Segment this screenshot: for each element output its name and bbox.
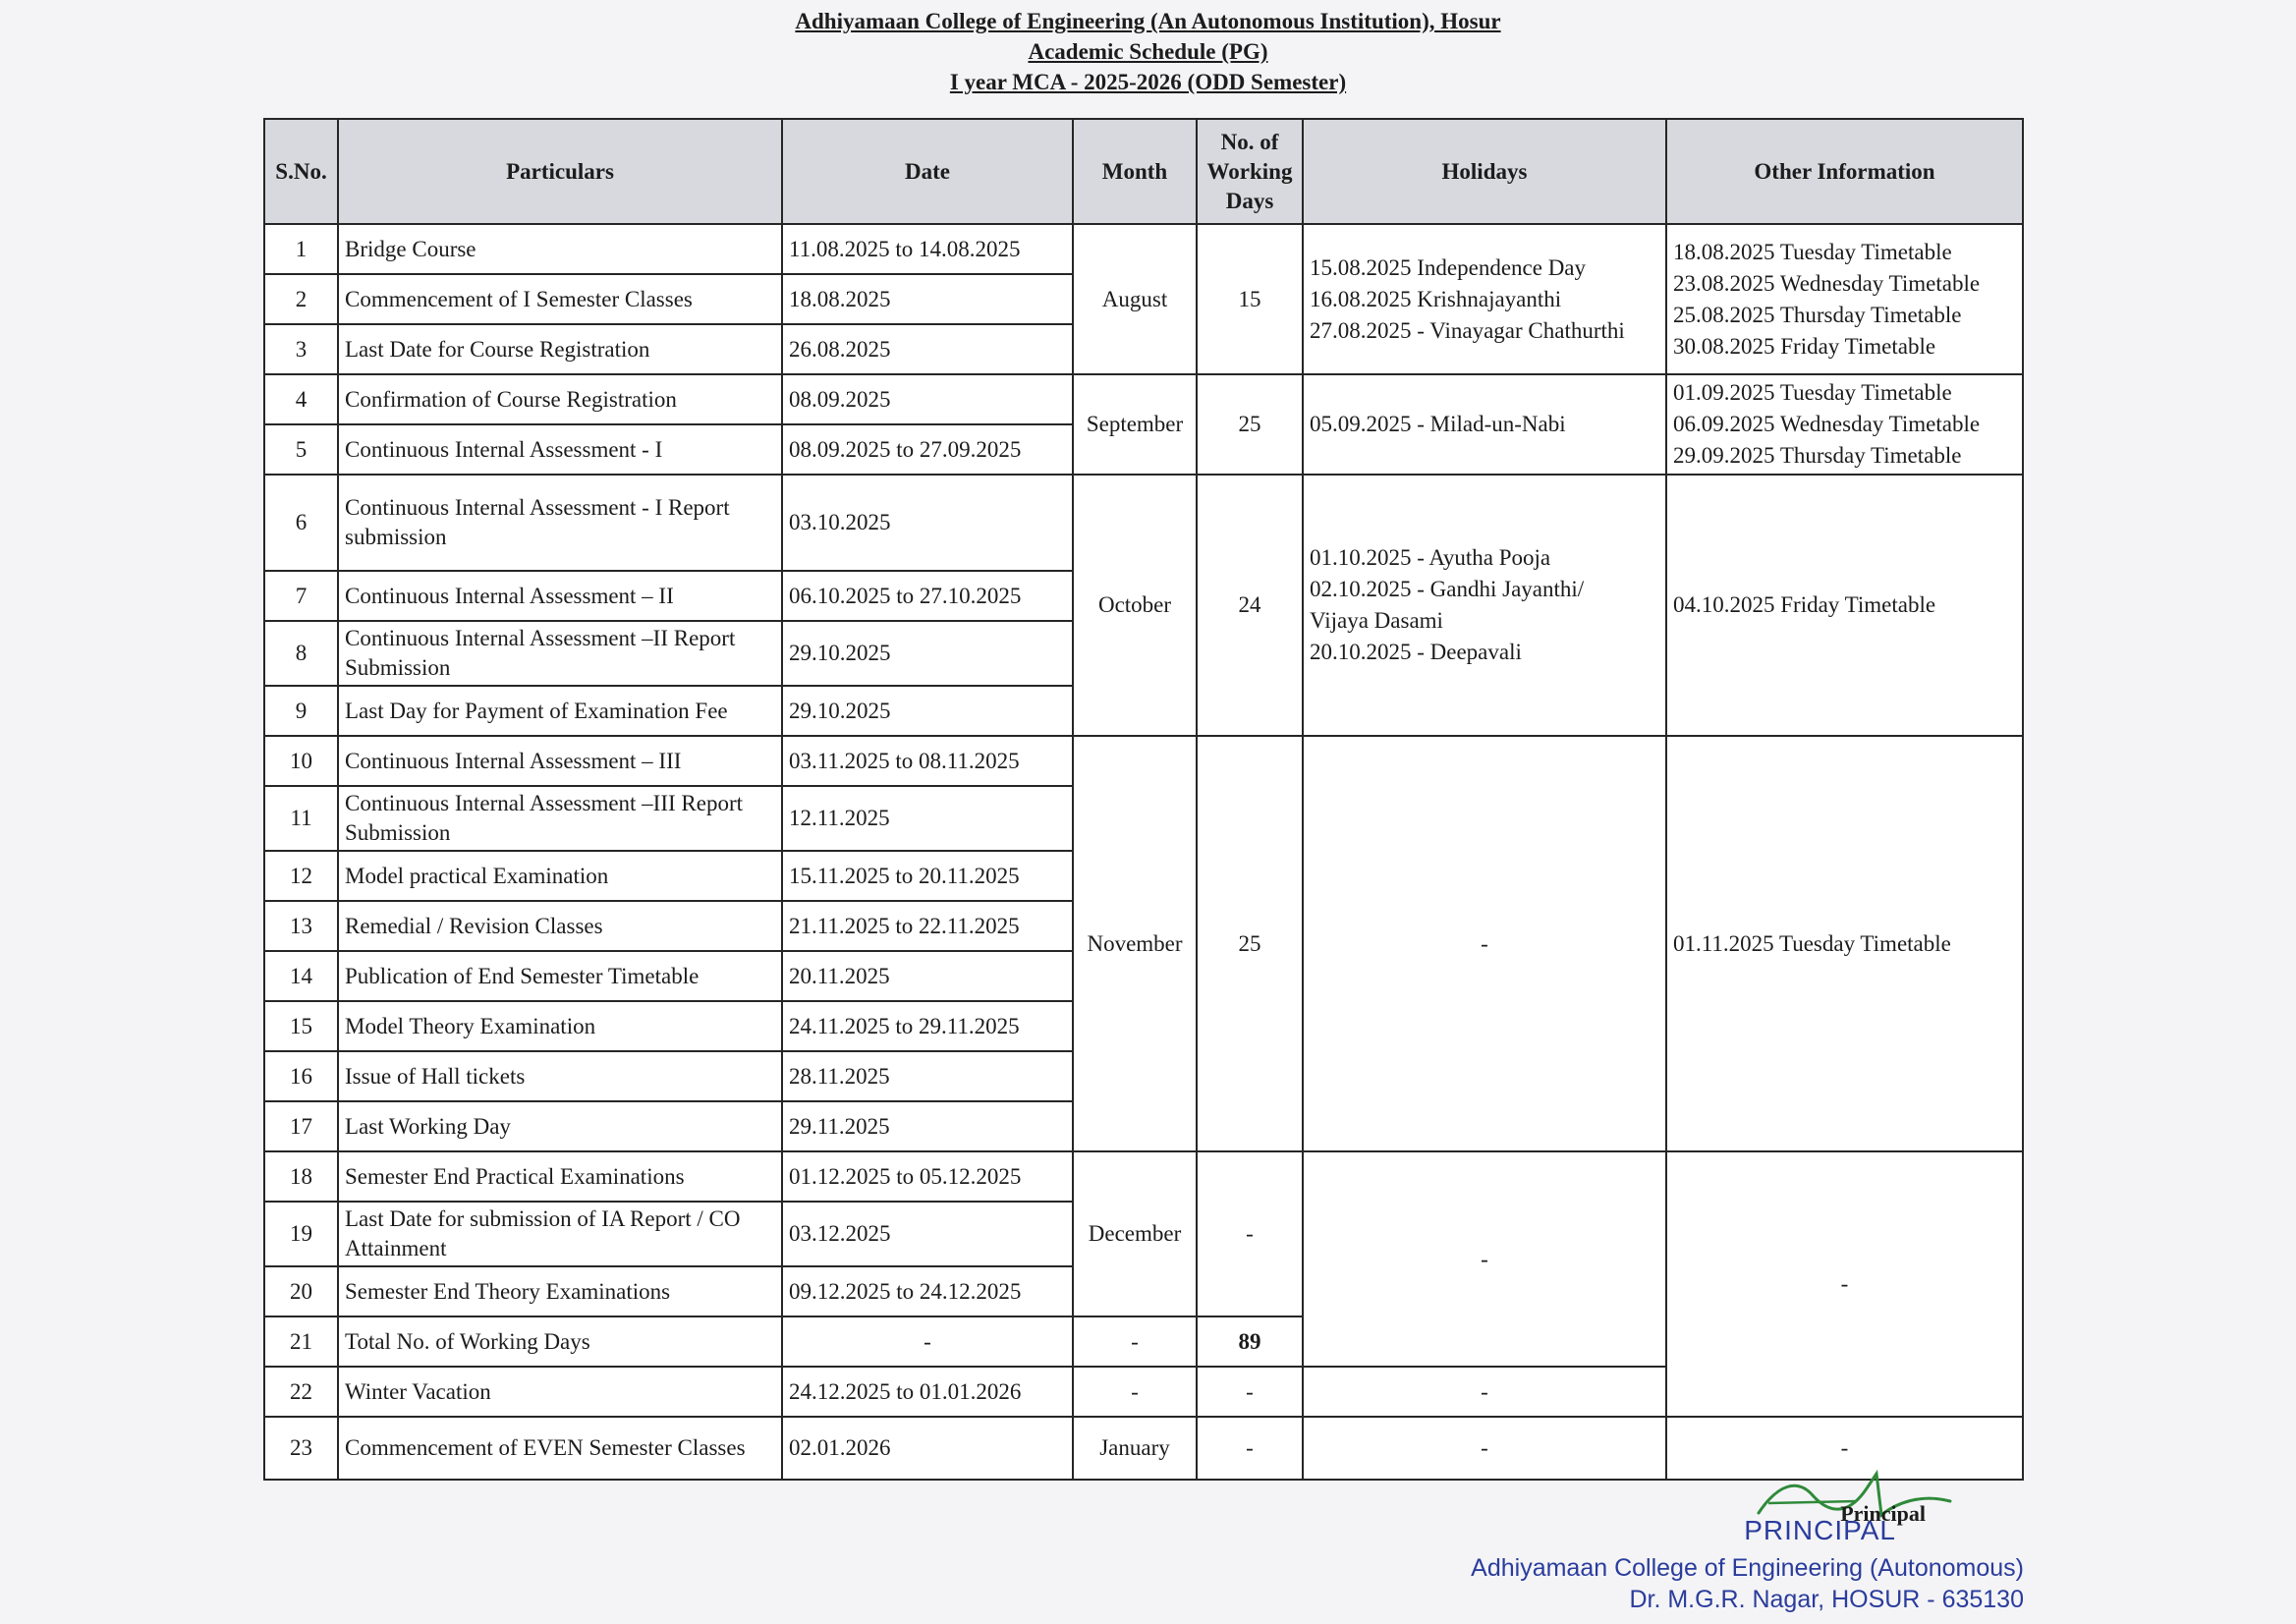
cell-date: 06.10.2025 to 27.10.2025 xyxy=(782,571,1073,621)
cell-particulars: Confirmation of Course Registration xyxy=(338,374,782,424)
cell-sno: 14 xyxy=(264,951,338,1001)
holiday-entry: 16.08.2025 Krishnajayanthi xyxy=(1310,286,1562,311)
cell-sno: 2 xyxy=(264,274,338,324)
cell-total-working-days: 89 xyxy=(1197,1316,1303,1367)
header-sno: S.No. xyxy=(264,119,338,224)
cell-sno: 18 xyxy=(264,1151,338,1202)
cell-particulars: Last Date for Course Registration xyxy=(338,324,782,374)
cell-particulars: Last Day for Payment of Examination Fee xyxy=(338,686,782,736)
cell-sno: 20 xyxy=(264,1266,338,1316)
cell-particulars: Commencement of I Semester Classes xyxy=(338,274,782,324)
cell-particulars: Publication of End Semester Timetable xyxy=(338,951,782,1001)
cell-sno: 1 xyxy=(264,224,338,274)
cell-sno: 13 xyxy=(264,901,338,951)
stamp-address: Dr. M.G.R. Nagar, HOSUR - 635130 xyxy=(1629,1586,2024,1613)
cell-month: December xyxy=(1073,1151,1197,1316)
cell-date: 02.01.2026 xyxy=(782,1417,1073,1480)
schedule-title: Academic Schedule (PG) xyxy=(1028,39,1268,64)
cell-sno: 22 xyxy=(264,1367,338,1417)
cell-particulars: Continuous Internal Assessment –III Report Submission xyxy=(338,786,782,851)
cell-date: 29.10.2025 xyxy=(782,686,1073,736)
cell-sno: 17 xyxy=(264,1101,338,1151)
cell-particulars: Continuous Internal Assessment –II Report Submission xyxy=(338,621,782,686)
stamp-principal-title: PRINCIPAL xyxy=(1744,1515,1896,1545)
cell-sno: 7 xyxy=(264,571,338,621)
cell-working-days: 25 xyxy=(1197,374,1303,475)
cell-date: 09.12.2025 to 24.12.2025 xyxy=(782,1266,1073,1316)
cell-working-days: 15 xyxy=(1197,224,1303,374)
cell-particulars: Continuous Internal Assessment - I Report submission xyxy=(338,475,782,571)
cell-other-information xyxy=(1666,224,2023,374)
cell-sno: 12 xyxy=(264,851,338,901)
cell-date: 01.12.2025 to 05.12.2025 xyxy=(782,1151,1073,1202)
cell-particulars: Model Theory Examination xyxy=(338,1001,782,1051)
cell-particulars: Last Working Day xyxy=(338,1101,782,1151)
header-other-information: Other Information xyxy=(1666,119,2023,224)
cell-sno: 5 xyxy=(264,424,338,475)
cell-other-information xyxy=(1666,475,2023,736)
cell-date: 08.09.2025 to 27.09.2025 xyxy=(782,424,1073,475)
cell-sno: 21 xyxy=(264,1316,338,1367)
table-row xyxy=(264,1151,2023,1202)
cell-particulars: Bridge Course xyxy=(338,224,782,274)
holiday-entry: 01.10.2025 - Ayutha Pooja xyxy=(1310,545,1551,570)
cell-particulars: Semester End Theory Examinations xyxy=(338,1266,782,1316)
cell-particulars: Last Date for submission of IA Report / CO Attainment xyxy=(338,1202,782,1266)
cell-date: 20.11.2025 xyxy=(782,951,1073,1001)
cell-holidays: - xyxy=(1303,1367,1666,1417)
cell-date: 08.09.2025 xyxy=(782,374,1073,424)
stamp-college-name: Adhiyamaan College of Engineering (Autonomous) xyxy=(1471,1554,2024,1582)
cell-particulars: Total No. of Working Days xyxy=(338,1316,782,1367)
other-info-entry: 18.08.2025 Tuesday Timetable xyxy=(1673,239,1952,264)
cell-date: 15.11.2025 to 20.11.2025 xyxy=(782,851,1073,901)
cell-date: 29.10.2025 xyxy=(782,621,1073,686)
cell-month: November xyxy=(1073,736,1197,1151)
cell-date: 12.11.2025 xyxy=(782,786,1073,851)
cell-holidays xyxy=(1303,374,1666,475)
holiday-entry: 05.09.2025 - Milad-un-Nabi xyxy=(1310,412,1566,436)
table-row xyxy=(264,736,2023,786)
cell-date: 03.10.2025 xyxy=(782,475,1073,571)
cell-other-information: 01.11.2025 Tuesday Timetable xyxy=(1666,736,2023,1151)
cell-sno: 16 xyxy=(264,1051,338,1101)
other-info-entry: 06.09.2025 Wednesday Timetable xyxy=(1673,412,1981,436)
cell-working-days: 24 xyxy=(1197,475,1303,736)
holiday-entry: Vijaya Dasami xyxy=(1310,608,1443,633)
cell-sno: 23 xyxy=(264,1417,338,1480)
other-info-entry: 30.08.2025 Friday Timetable xyxy=(1673,333,1936,359)
cell-other-information: - xyxy=(1666,1417,2023,1480)
cell-month: October xyxy=(1073,475,1197,736)
cell-month: January xyxy=(1073,1417,1197,1480)
academic-schedule-table xyxy=(263,118,2024,1481)
holiday-entry: 27.08.2025 - Vinayagar Chathurthi xyxy=(1310,317,1625,343)
principal-label: Principal xyxy=(1840,1501,1926,1526)
table-header-row xyxy=(264,119,2023,224)
cell-holidays xyxy=(1303,475,1666,736)
semester-title: I year MCA - 2025-2026 (ODD Semester) xyxy=(949,70,1347,94)
cell-date: 26.08.2025 xyxy=(782,324,1073,374)
cell-date: 18.08.2025 xyxy=(782,274,1073,324)
cell-working-days: - xyxy=(1197,1367,1303,1417)
cell-date: 24.12.2025 to 01.01.2026 xyxy=(782,1367,1073,1417)
cell-month: - xyxy=(1073,1367,1197,1417)
cell-holidays: - xyxy=(1303,736,1666,1151)
header-holidays: Holidays xyxy=(1303,119,1666,224)
cell-holidays xyxy=(1303,224,1666,374)
cell-sno: 6 xyxy=(264,475,338,571)
other-info-entry: 25.08.2025 Thursday Timetable xyxy=(1673,302,1962,327)
cell-holidays: - xyxy=(1303,1151,1666,1367)
cell-particulars: Continuous Internal Assessment - I xyxy=(338,424,782,475)
cell-date: 21.11.2025 to 22.11.2025 xyxy=(782,901,1073,951)
cell-particulars: Continuous Internal Assessment – II xyxy=(338,571,782,621)
cell-date: - xyxy=(782,1316,1073,1367)
college-title: Adhiyamaan College of Engineering (An Autonomous Institution), Hosur xyxy=(795,9,1501,33)
cell-sno: 4 xyxy=(264,374,338,424)
other-info-entry: 01.09.2025 Tuesday Timetable xyxy=(1673,380,1952,405)
table-row xyxy=(264,475,2023,571)
cell-sno: 19 xyxy=(264,1202,338,1266)
cell-working-days: 25 xyxy=(1197,736,1303,1151)
table-row xyxy=(264,374,2023,424)
cell-date: 03.11.2025 to 08.11.2025 xyxy=(782,736,1073,786)
cell-working-days: - xyxy=(1197,1151,1303,1316)
document-heading xyxy=(0,6,2296,97)
cell-other-information xyxy=(1666,374,2023,475)
cell-working-days: - xyxy=(1197,1417,1303,1480)
cell-other-information: - xyxy=(1666,1151,2023,1417)
holiday-entry: 15.08.2025 Independence Day xyxy=(1310,254,1587,280)
cell-date: 03.12.2025 xyxy=(782,1202,1073,1266)
header-date: Date xyxy=(782,119,1073,224)
holiday-entry: 20.10.2025 - Deepavali xyxy=(1310,640,1522,664)
other-info-entry: 04.10.2025 Friday Timetable xyxy=(1673,592,1936,617)
cell-date: 11.08.2025 to 14.08.2025 xyxy=(782,224,1073,274)
header-particulars: Particulars xyxy=(338,119,782,224)
cell-particulars: Continuous Internal Assessment – III xyxy=(338,736,782,786)
cell-month: - xyxy=(1073,1316,1197,1367)
cell-sno: 15 xyxy=(264,1001,338,1051)
header-month: Month xyxy=(1073,119,1197,224)
cell-month: September xyxy=(1073,374,1197,475)
cell-particulars: Issue of Hall tickets xyxy=(338,1051,782,1101)
cell-month: August xyxy=(1073,224,1197,374)
cell-particulars: Winter Vacation xyxy=(338,1367,782,1417)
cell-particulars: Model practical Examination xyxy=(338,851,782,901)
other-info-entry: 29.09.2025 Thursday Timetable xyxy=(1673,443,1962,468)
cell-date: 28.11.2025 xyxy=(782,1051,1073,1101)
cell-particulars: Remedial / Revision Classes xyxy=(338,901,782,951)
principal-signature-block xyxy=(1471,1444,2044,1621)
cell-sno: 8 xyxy=(264,621,338,686)
cell-date: 24.11.2025 to 29.11.2025 xyxy=(782,1001,1073,1051)
cell-particulars: Semester End Practical Examinations xyxy=(338,1151,782,1202)
holiday-entry: 02.10.2025 - Gandhi Jayanthi/ xyxy=(1310,577,1585,601)
cell-holidays: - xyxy=(1303,1417,1666,1480)
other-info-entry: 23.08.2025 Wednesday Timetable xyxy=(1673,270,1981,296)
header-working-days: No. of Working Days xyxy=(1197,119,1303,224)
table-row xyxy=(264,224,2023,274)
cell-sno: 9 xyxy=(264,686,338,736)
cell-particulars: Commencement of EVEN Semester Classes xyxy=(338,1417,782,1480)
cell-date: 29.11.2025 xyxy=(782,1101,1073,1151)
cell-sno: 10 xyxy=(264,736,338,786)
cell-sno: 11 xyxy=(264,786,338,851)
cell-sno: 3 xyxy=(264,324,338,374)
